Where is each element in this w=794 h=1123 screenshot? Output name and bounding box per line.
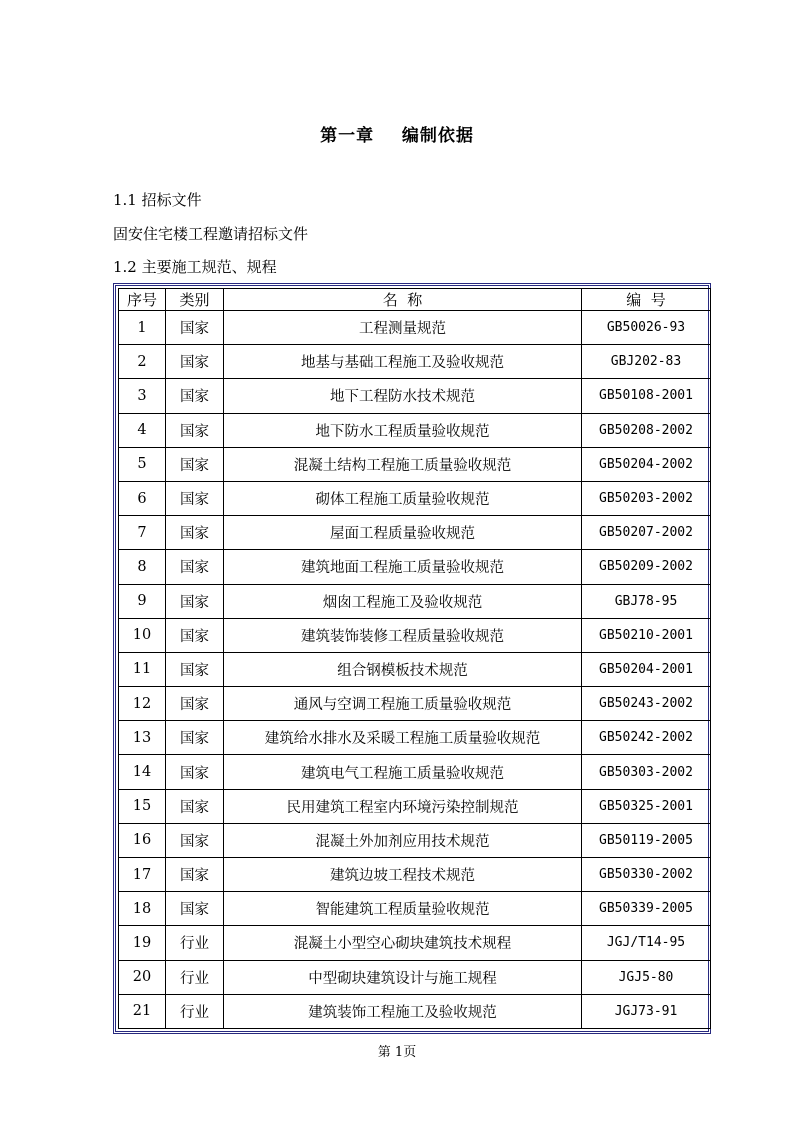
row-index: 19 xyxy=(119,926,166,960)
row-index: 3 xyxy=(119,379,166,413)
row-code: GB50303-2002 xyxy=(582,755,711,789)
row-category: 行业 xyxy=(166,926,224,960)
row-index: 9 xyxy=(119,584,166,618)
row-index: 6 xyxy=(119,481,166,515)
table-row xyxy=(119,789,711,823)
row-category: 国家 xyxy=(166,652,224,686)
row-code: GB50210-2001 xyxy=(582,618,711,652)
row-index: 16 xyxy=(119,823,166,857)
section-2-heading: 1.2 主要施工规范、规程 xyxy=(113,258,277,276)
table-row xyxy=(119,345,711,379)
table-row xyxy=(119,550,711,584)
row-name: 屋面工程质量验收规范 xyxy=(224,516,582,550)
table-row xyxy=(119,379,711,413)
row-category: 国家 xyxy=(166,516,224,550)
row-code: GB50208-2002 xyxy=(582,413,711,447)
table-row xyxy=(119,755,711,789)
row-index: 8 xyxy=(119,550,166,584)
row-category: 国家 xyxy=(166,618,224,652)
row-code: JGJ/T14-95 xyxy=(582,926,711,960)
section-1-body: 固安住宅楼工程邀请招标文件 xyxy=(113,225,309,243)
row-code: GB50119-2005 xyxy=(582,823,711,857)
row-category: 国家 xyxy=(166,584,224,618)
row-code: GB50325-2001 xyxy=(582,789,711,823)
table-row xyxy=(119,687,711,721)
row-name: 混凝土结构工程施工质量验收规范 xyxy=(224,447,582,481)
table-row xyxy=(119,516,711,550)
standards-table-frame xyxy=(113,283,711,1034)
row-name: 烟囱工程施工及验收规范 xyxy=(224,584,582,618)
row-index: 5 xyxy=(119,447,166,481)
row-index: 10 xyxy=(119,618,166,652)
row-code: GB50204-2002 xyxy=(582,447,711,481)
row-index: 2 xyxy=(119,345,166,379)
row-code: GB50108-2001 xyxy=(582,379,711,413)
row-index: 7 xyxy=(119,516,166,550)
table-row xyxy=(119,926,711,960)
row-name: 地下防水工程质量验收规范 xyxy=(224,413,582,447)
row-code: GB50243-2002 xyxy=(582,687,711,721)
header-name: 名 称 xyxy=(224,289,582,311)
row-category: 国家 xyxy=(166,721,224,755)
row-index: 18 xyxy=(119,892,166,926)
row-name: 砌体工程施工质量验收规范 xyxy=(224,481,582,515)
row-code: GB50242-2002 xyxy=(582,721,711,755)
header-index: 序号 xyxy=(119,289,166,311)
page-footer: 第 1页 xyxy=(377,1045,417,1060)
row-code: GB50026-93 xyxy=(582,311,711,345)
row-category: 行业 xyxy=(166,994,224,1028)
row-index: 13 xyxy=(119,721,166,755)
row-index: 14 xyxy=(119,755,166,789)
row-code: GB50204-2001 xyxy=(582,652,711,686)
chapter-title: 第一章 编制依据 xyxy=(320,126,474,146)
table-row xyxy=(119,823,711,857)
row-category: 国家 xyxy=(166,892,224,926)
row-name: 建筑电气工程施工质量验收规范 xyxy=(224,755,582,789)
row-category: 国家 xyxy=(166,687,224,721)
header-code: 编 号 xyxy=(582,289,711,311)
table-row xyxy=(119,994,711,1028)
table-row xyxy=(119,960,711,994)
row-code: GB50207-2002 xyxy=(582,516,711,550)
standards-table xyxy=(118,288,711,1029)
row-name: 建筑地面工程施工质量验收规范 xyxy=(224,550,582,584)
row-category: 行业 xyxy=(166,960,224,994)
table-row xyxy=(119,721,711,755)
row-category: 国家 xyxy=(166,379,224,413)
row-index: 15 xyxy=(119,789,166,823)
row-name: 混凝土外加剂应用技术规范 xyxy=(224,823,582,857)
table-row xyxy=(119,584,711,618)
table-row xyxy=(119,892,711,926)
row-category: 国家 xyxy=(166,755,224,789)
header-category: 类别 xyxy=(166,289,224,311)
table-row xyxy=(119,481,711,515)
row-index: 20 xyxy=(119,960,166,994)
row-category: 国家 xyxy=(166,447,224,481)
row-name: 智能建筑工程质量验收规范 xyxy=(224,892,582,926)
row-index: 21 xyxy=(119,994,166,1028)
row-code: GB50339-2005 xyxy=(582,892,711,926)
row-category: 国家 xyxy=(166,311,224,345)
row-category: 国家 xyxy=(166,823,224,857)
row-category: 国家 xyxy=(166,550,224,584)
row-name: 通风与空调工程施工质量验收规范 xyxy=(224,687,582,721)
row-category: 国家 xyxy=(166,481,224,515)
row-name: 建筑边坡工程技术规范 xyxy=(224,858,582,892)
table-row xyxy=(119,618,711,652)
row-code: GBJ202-83 xyxy=(582,345,711,379)
row-code: JGJ5-80 xyxy=(582,960,711,994)
table-row xyxy=(119,447,711,481)
table-row xyxy=(119,311,711,345)
table-row xyxy=(119,858,711,892)
row-category: 国家 xyxy=(166,858,224,892)
row-name: 中型砌块建筑设计与施工规程 xyxy=(224,960,582,994)
row-name: 混凝土小型空心砌块建筑技术规程 xyxy=(224,926,582,960)
row-category: 国家 xyxy=(166,345,224,379)
row-category: 国家 xyxy=(166,413,224,447)
row-category: 国家 xyxy=(166,789,224,823)
row-name: 建筑给水排水及采暖工程施工质量验收规范 xyxy=(224,721,582,755)
row-name: 地基与基础工程施工及验收规范 xyxy=(224,345,582,379)
row-index: 12 xyxy=(119,687,166,721)
row-name: 工程测量规范 xyxy=(224,311,582,345)
table-row xyxy=(119,413,711,447)
row-name: 民用建筑工程室内环境污染控制规范 xyxy=(224,789,582,823)
row-code: GB50330-2002 xyxy=(582,858,711,892)
row-name: 组合钢模板技术规范 xyxy=(224,652,582,686)
row-code: GB50203-2002 xyxy=(582,481,711,515)
table-row xyxy=(119,652,711,686)
row-index: 4 xyxy=(119,413,166,447)
row-name: 地下工程防水技术规范 xyxy=(224,379,582,413)
row-index: 17 xyxy=(119,858,166,892)
table-header-row xyxy=(119,289,711,311)
row-code: GB50209-2002 xyxy=(582,550,711,584)
section-1-heading: 1.1 招标文件 xyxy=(113,191,202,209)
row-index: 1 xyxy=(119,311,166,345)
row-code: JGJ73-91 xyxy=(582,994,711,1028)
row-name: 建筑装饰工程施工及验收规范 xyxy=(224,994,582,1028)
row-name: 建筑装饰装修工程质量验收规范 xyxy=(224,618,582,652)
row-index: 11 xyxy=(119,652,166,686)
row-code: GBJ78-95 xyxy=(582,584,711,618)
